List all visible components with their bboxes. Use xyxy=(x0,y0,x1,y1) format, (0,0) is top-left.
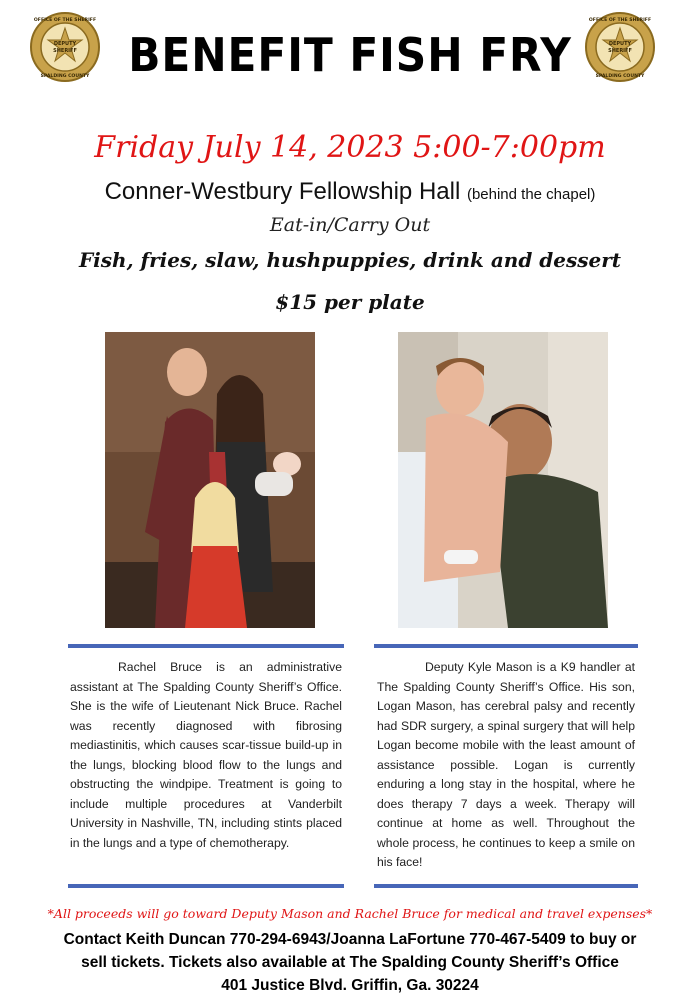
badge-center-text-2: SHERIFF xyxy=(608,48,632,54)
badge-bottom-text: SPALDING COUNTY xyxy=(40,74,90,79)
kyle-mason-story: Deputy Kyle Mason is a K9 handler at The Spalding County Sheriff’s Office. His son, Logan Mason, has cerebral palsy and recently had SDR surgery, a spinal surgery that will help Logan become mobile with the least amount of assistance possible. Logan is currently enduring a long stay in the hospital, where he does therapy 7 days a week. Therapy will continue at home as well. Throughout the whole process, he continues to keep a smile on his face! xyxy=(377,660,635,869)
event-venue xyxy=(0,178,700,206)
service-type: Eat-in/Carry Out xyxy=(269,214,431,236)
rachel-bruce-story: Rachel Bruce is an administrative assistant at The Spalding County Sheriff’s Office. She is the wife of Lieutenant Nick Bruce. Rachel was recently diagnosed with fibrosing mediastinitis, which causes scar-tissue build-up in the lungs, blocking blood flow to the lungs and obstructing the windpipe. Treatment is going to include multiple procedures at Vanderbilt University in Nashville, TN, including stints placed in the lungs and a type of chemotherapy. xyxy=(70,660,342,850)
contact-line-2: sell tickets. Tickets also available at The Spalding County Sheriff’s Office xyxy=(81,954,619,971)
deputy-son-photo xyxy=(398,332,608,628)
left-top-rule xyxy=(68,644,344,648)
right-bottom-rule xyxy=(374,884,638,888)
left-bottom-rule xyxy=(68,884,344,888)
event-date-time: Friday July 14, 2023 5:00-7:00pm xyxy=(94,130,606,165)
venue-name: Conner-Westbury Fellowship Hall xyxy=(104,178,461,205)
badge-top-text: OFFICE OF THE SHERIFF xyxy=(33,18,97,23)
right-top-rule xyxy=(374,644,638,648)
plate-price: $15 per plate xyxy=(275,290,425,314)
family-photo xyxy=(105,332,315,628)
contact-line-1: Contact Keith Duncan 770-294-6943/Joanna LaFortune 770-467-5409 to buy or xyxy=(63,931,637,948)
badge-center-text-1: DEPUTY xyxy=(53,41,77,47)
contact-info xyxy=(20,928,680,997)
badge-top-text: OFFICE OF THE SHERIFF xyxy=(588,18,652,23)
proceeds-note: *All proceeds will go toward Deputy Mason and Rachel Bruce for medical and travel expenses* xyxy=(47,906,653,921)
venue-note: (behind the chapel) xyxy=(466,186,596,203)
menu-items: Fish, fries, slaw, hushpuppies, drink and dessert xyxy=(78,248,622,272)
badge-bottom-text: SPALDING COUNTY xyxy=(595,74,645,79)
page-title: BENEFIT FISH FRY xyxy=(128,28,572,82)
badge-center-text-1: DEPUTY xyxy=(608,41,632,47)
contact-line-3: 401 Justice Blvd. Griffin, Ga. 30224 xyxy=(221,977,479,994)
badge-center-text-2: SHERIFF xyxy=(53,48,77,54)
